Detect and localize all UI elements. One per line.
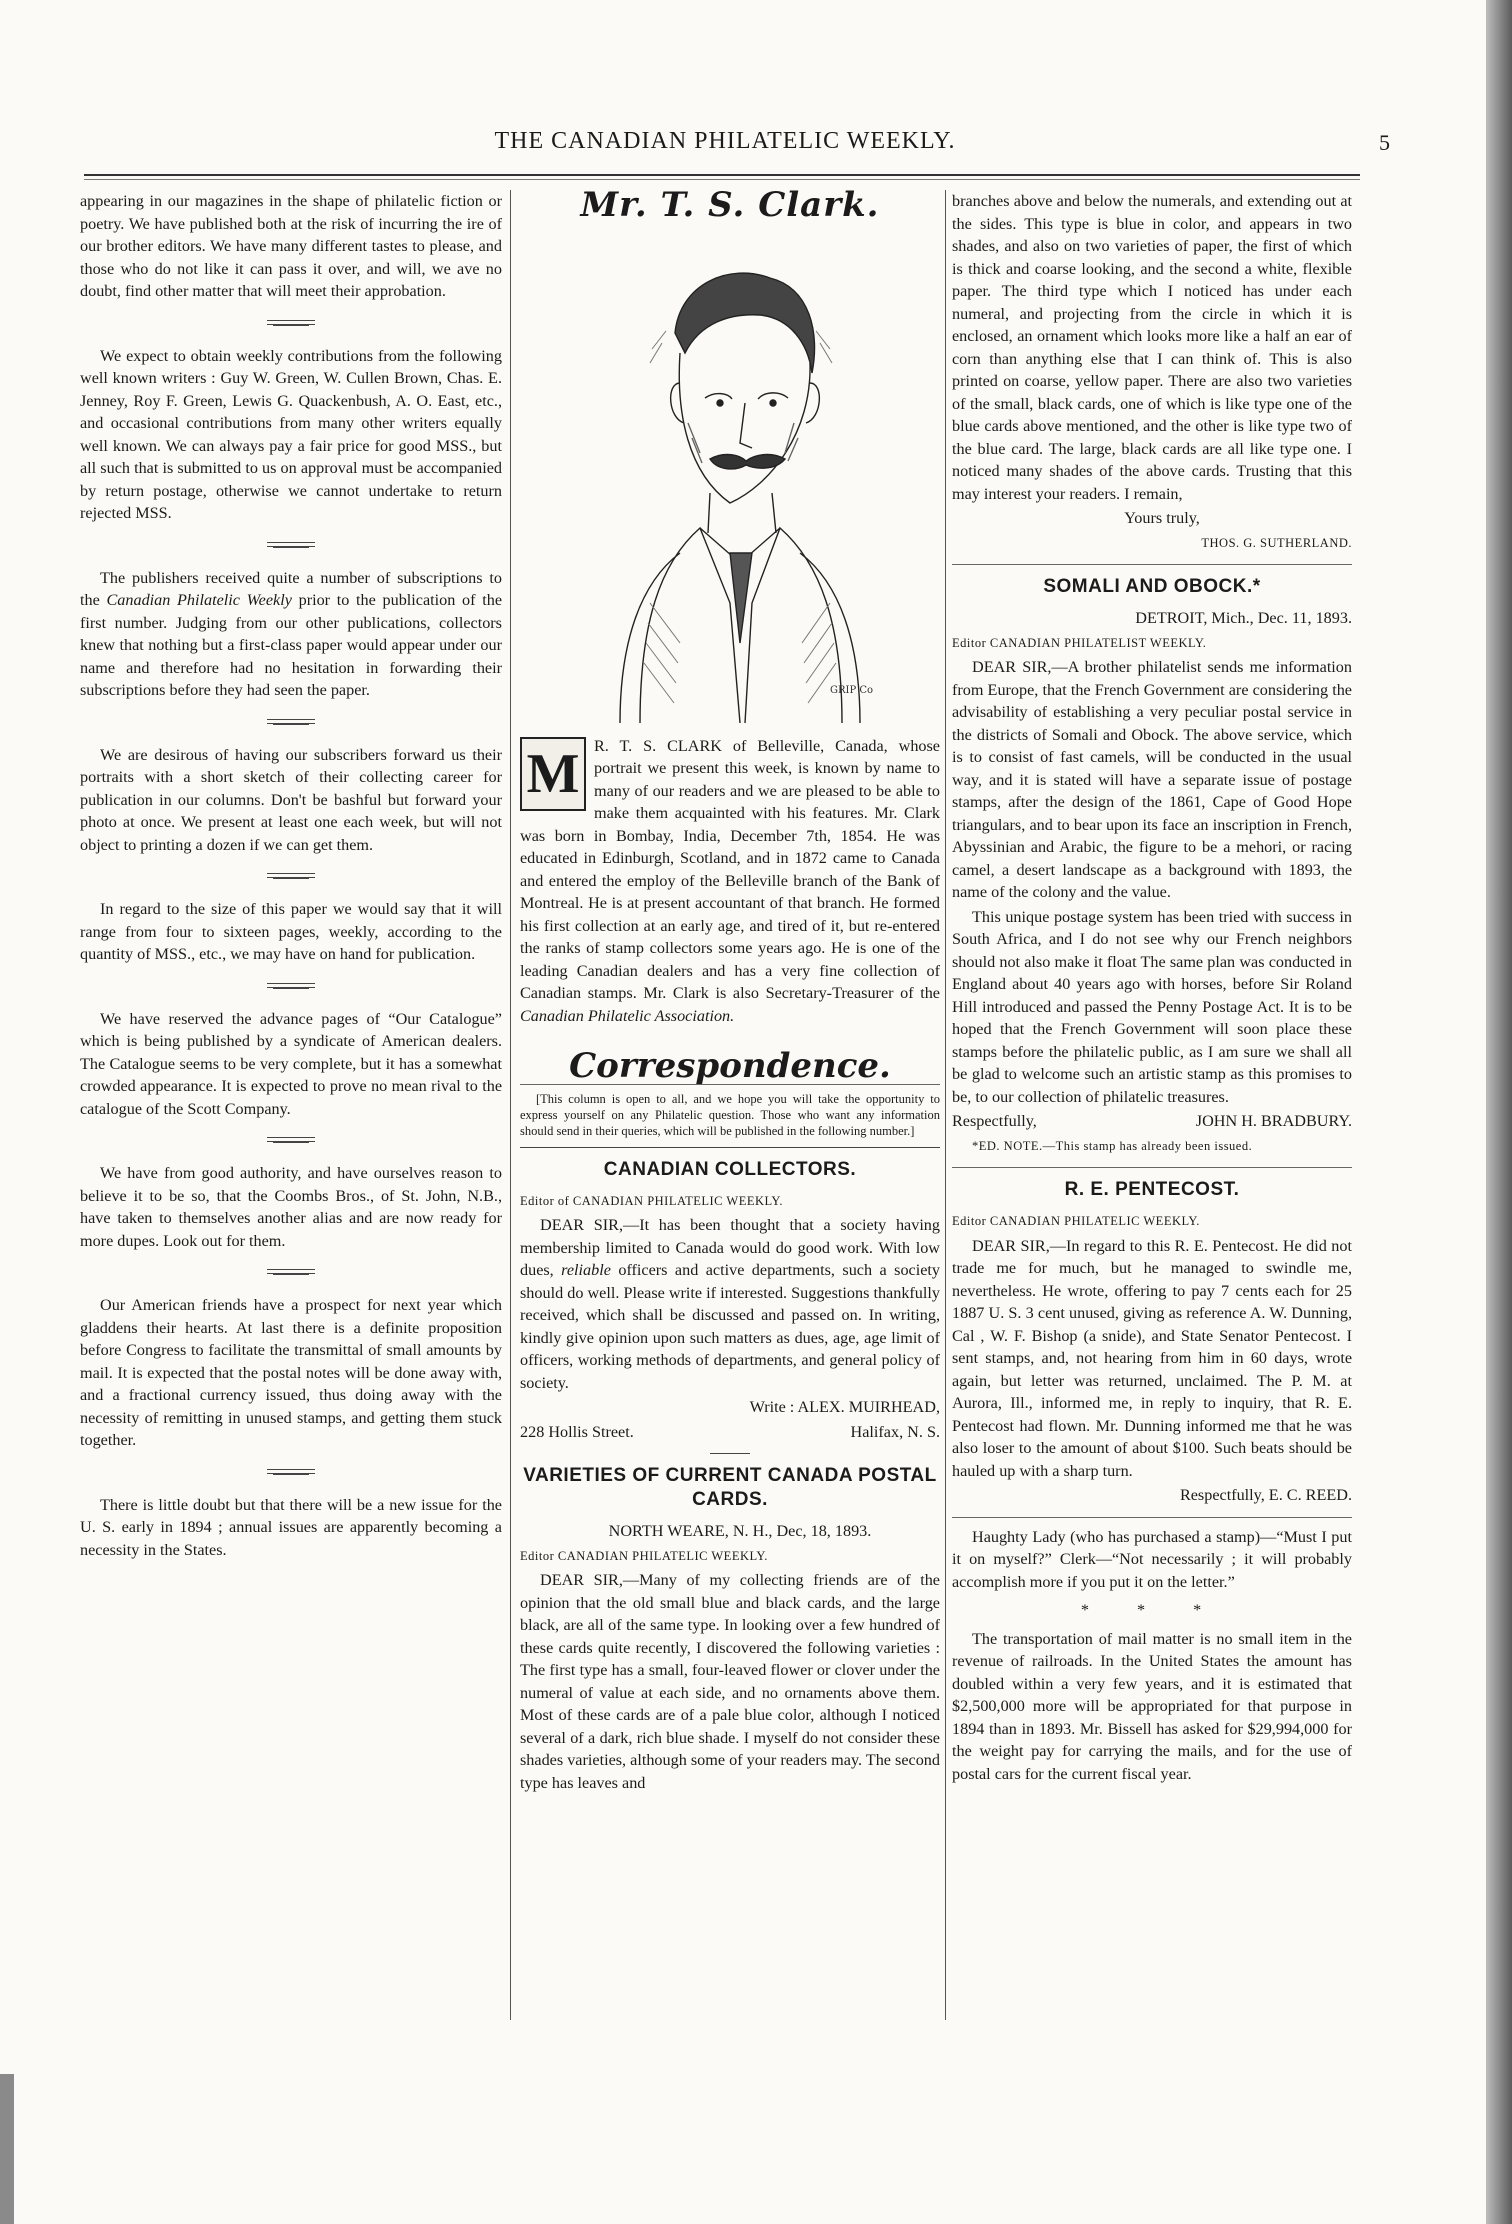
paragraph: We have reserved the advance pages of “Our Catalogue” which is being published by a syndicate of American dealers. The Catalogue seems to be very complete, but it has a somewhat crowded appearance. It is expected to prove no mean rival to the catalogue of the Scott Company. <box>80 1009 502 1118</box>
section-title-canadian-collectors: CANADIAN COLLECTORS. <box>603 1158 857 1180</box>
letter-body: This unique postage system has been tried with success in South Africa, and I do not see why our French neighbors should not also make it float The same plan was conducted in England about 40 years ago with horses, before Sir Roland Hill introduced and passed the Penny Postage Act. It is to be hoped that the French Government will soon place these stamps before the philatelic public, as I am sure we shall all be glad to welcome such an artistic stamp as this promises to be, to our collection of philatelic treasures. <box>952 907 1352 1106</box>
column-divider-2 <box>945 190 946 2020</box>
letter-closing: Yours truly, <box>1124 509 1200 527</box>
letter-body: DEAR SIR,—A brother philatelist sends me information from Europe, that the French Government are considering the advisability of establishing a very peculiar postal service in the districts of Somali and Obock. The above service, which is to consist of fast camels, will be conducted in the usual way, and it is stated will have a separate issue of postage stamps, after the design of the 1861, Cape of Good Hope triangulars, and to bear upon its face an inscription in French, Abyssinian and Arabic, the figure to be a mehori, or racing camel, a desert landscape as a background with 1893, the name of the colony and the value. <box>952 658 1352 901</box>
portrait-image <box>580 223 880 723</box>
paragraph: In regard to the size of this paper we would say that it will range from four to sixteen pages, weekly, according to the quantity of MSS., etc., we may have on hand for publication. <box>80 900 502 963</box>
column-2 <box>520 190 940 2050</box>
paragraph: We expect to obtain weekly contributions from the following well known writers : Guy W. Green, W. Cullen Brown, Chas. E. Jenney, Roy F. Green, Lewis G. Quackenbush, A. O. East, etc., and occasional contributions from many other writers equally well known. We can always pay a fair price for good MSS., but all such that is submitted to us on approval must be accompanied by return postage, otherwise we cannot undertake to return rejected MSS. <box>80 346 502 522</box>
ornament-divider <box>80 1126 502 1152</box>
scan-edge <box>1486 0 1512 2224</box>
scan-corner <box>0 2074 14 2224</box>
paragraph: We are desirous of having our subscribers forward us their portraits with a short sketch of their collecting career for publication in our columns. Don't be bashful but forward your photo at once. We present at least one each week, but will not object to printing a dozen if we can get them. <box>80 745 502 854</box>
paragraph: Our American friends have a prospect for next year which gladdens their hearts. At last there is a definite proposition before Congress to facilitate the transmittal of small amounts by mail. It is expected that the postal notes will be done away with, and a fractional currency issued, thus doing away with the necessity of remitting in unused stamps, and getting them stuck together. <box>80 1296 502 1449</box>
paragraph: The publishers received quite a number of subscriptions to the Canadian Philatelic Weekly prior to the publication of the first number. Judging from our other publications, collectors knew that nothing but a first-class paper would appear under our name and therefore had no hesitation in forwarding their subscriptions before they had seen the paper. <box>80 568 502 699</box>
dateline: NORTH WEARE, N. H., Dec, 18, 1893. <box>608 1522 872 1540</box>
page-header <box>80 128 1390 168</box>
correspondence-title: Correspondence. <box>569 1046 891 1086</box>
editor-note: *ED. NOTE.—This stamp has already been issued. <box>972 1138 1253 1153</box>
ornament-divider <box>80 309 502 335</box>
editor-line: Editor CANADIAN PHILATELIC WEEKLY. <box>520 1548 768 1563</box>
paragraph: We have from good authority, and have ourselves reason to believe it to be so, that the Coombs Bros., of St. John, N.B., have taken to themselves another alias and are now ready for more dupes. Look out for them. <box>80 1164 502 1250</box>
portrait-engraving <box>580 223 880 723</box>
ornament-divider <box>80 972 502 998</box>
engraver-signature: GRIP Co <box>830 684 874 696</box>
letter-signature: THOS. G. SUTHERLAND. <box>1201 535 1352 550</box>
dateline: DETROIT, Mich., Dec. 11, 1893. <box>1135 609 1352 627</box>
correspondence-note: [This column is open to all, and we hope you will take the opportunity to express yourself on any Philatelic question. Those who want any information should send in their queries, which will be published in the following number.] <box>520 1084 940 1148</box>
ornament-divider <box>80 708 502 734</box>
section-title-varieties: VARIETIES OF CURRENT CANADA POSTAL CARDS. <box>523 1465 937 1510</box>
editor-line: Editor CANADIAN PHILATELIST WEEKLY. <box>952 635 1207 650</box>
letter-body: DEAR SIR,—It has been thought that a society having membership limited to Canada would do good work. With low dues, reliable officers and active departments, such a society should do well. Please write if interested. Suggestions thankfully received, which shall be discussed and passed on. In writing, kindly give opinion upon such matters as dues, age, age limit of officers, working methods of departments, and general policy of society. <box>520 1216 940 1392</box>
divider <box>952 1517 1352 1518</box>
dropcap-letter: M <box>520 737 586 811</box>
section-title-somali: SOMALI AND OBOCK.* <box>1043 576 1261 597</box>
editor-line: Editor CANADIAN PHILATELIC WEEKLY. <box>952 1214 1200 1228</box>
section-title-pentecost: R. E. PENTECOST. <box>1064 1179 1240 1200</box>
news-paragraph: The transportation of mail matter is no small item in the revenue of railroads. In the United States the amount has doubled within a very few years, and it is estimated that $2,500,000 more will be appropriated for that purpose in 1894 than in 1893. Mr. Bissell has asked for $29,994,000 for the weight pay for carrying the mails, and for the use of postal cars for the current fiscal year. <box>952 1629 1352 1783</box>
association-name: Canadian Philatelic Association. <box>520 1006 735 1025</box>
letter-body: DEAR SIR,—In regard to this R. E. Pentecost. He did not trade me for much, but he managed to swindle me, nevertheless. He wrote, offering to pay 7 cents each for 25 1887 U. S. 3 cent unused, giving as reference A. W. Dunning, Cal , W. F. Bishop (a snide), and State Senator Pentecost. I sent stamps, and, not hearing from him in 60 days, wrote again, but letter was returned, unclaimed. The P. M. at Aurora, Ill., informed me, in reply to inquiry, that R. E. Pentecost had flown. Mr. Dunning informed me that he was also loser to the amount of about $100. Such beats should be hauled up with a sharp turn. <box>952 1236 1352 1480</box>
stars-divider: * * * <box>1080 1601 1224 1619</box>
ornament-divider <box>80 1258 502 1284</box>
letter-continuation: branches above and below the numerals, and extending out at the sides. This type is blue in color, and appears in two shades, and also on two varieties of paper, the first of which is thick and coarse looking, and the second a white, flexible paper. The third type which I noticed has under each numeral, and projecting from the circle in which it is enclosed, an ornament which looks more like a half an ear of corn than anything else that I can think of. This is also printed on coarse, yellow paper. There are also two varieties of the small, black cards, one of which is like type one of the blue cards above mentioned, and the other is like type two of the blue card. The large, black cards are all like type one. I noticed many shades of the above cards. Trusting that this may interest your readers. I remain, <box>952 192 1352 503</box>
short-divider <box>710 1453 750 1454</box>
letter-signature: Respectfully, JOHN H. BRADBURY. <box>952 1112 1352 1130</box>
letter-body: DEAR SIR,—Many of my collecting friends are of the opinion that the old small blue and black cards, and the large black, are all of the same type. In looking over a few hundred of these cards quite recently, I discovered the following varieties : The first type has a small, four-leaved flower or clover under the numeral of value at each side, and no ornaments above them. Most of these cards are of a pale blue color, although I noticed several of a dark, rich blue shade. I myself do not consider these shades varieties, although some of your readers may. The second type has leaves and <box>520 1571 940 1792</box>
masthead-title: THE CANADIAN PHILATELIC WEEKLY. <box>494 128 956 154</box>
header-rule-thin <box>84 179 1360 180</box>
column-divider-1 <box>510 190 511 2020</box>
header-rule <box>84 174 1360 176</box>
letter-signature: Write : ALEX. MUIRHEAD, <box>749 1398 940 1416</box>
paragraph: There is little doubt but that there will be a new issue for the U. S. early in 1894 ; annual issues are apparently becoming a necessity in the States. <box>80 1495 502 1559</box>
page-number: 5 <box>1379 130 1390 155</box>
ornament-divider <box>80 862 502 888</box>
column-3 <box>952 190 1352 2050</box>
divider <box>952 1167 1352 1168</box>
publication-name: Canadian Philatelic Weekly <box>106 591 292 609</box>
column-1 <box>80 190 502 2050</box>
portrait-title: Mr. T. S. Clark. <box>580 190 880 225</box>
editor-line: Editor of CANADIAN PHILATELIC WEEKLY. <box>520 1193 783 1208</box>
ornament-divider <box>80 531 502 557</box>
letter-signature: Respectfully, E. C. REED. <box>1179 1486 1352 1504</box>
paragraph: appearing in our magazines in the shape of philatelic fiction or poetry. We have published both at the risk of incurring the ire of our brother editors. We have many different tastes to please, and those who do not like it can pass it over, and will, we ave no doubt, find other matter that will meet their approbation. <box>80 192 502 300</box>
anecdote: Haughty Lady (who has purchased a stamp)—“Must I put it on myself?” Clerk—“Not necessarily ; it will probably accomplish more if you put it on the letter.” <box>952 1527 1352 1591</box>
ornament-divider <box>80 1458 502 1484</box>
bio-paragraph: M R. T. S. CLARK of Belleville, Canada, whose portrait we present this week, is known by name to many of our readers and we are pleased to be able to make them acquainted with his features. Mr. Clark was born in Bombay, India, December 7th, 1854. He was educated in Edinburgh, Scotland, and in 1872 came to Canada and entered the employ of the Belleville branch of the Bank of Montreal. He is at present accountant of that branch. He formed his first collection at an early age, and tired of it, but re-entered the ranks of stamp collectors some years ago. He is one of the leading Canadian dealers and has a very fine collection of Canadian stamps. Mr. Clark is also Secretary-Treasurer of the Canadian Philatelic Association. <box>520 736 940 1025</box>
divider <box>952 564 1352 565</box>
letter-address: 228 Hollis Street. Halifax, N. S. <box>520 1422 940 1441</box>
